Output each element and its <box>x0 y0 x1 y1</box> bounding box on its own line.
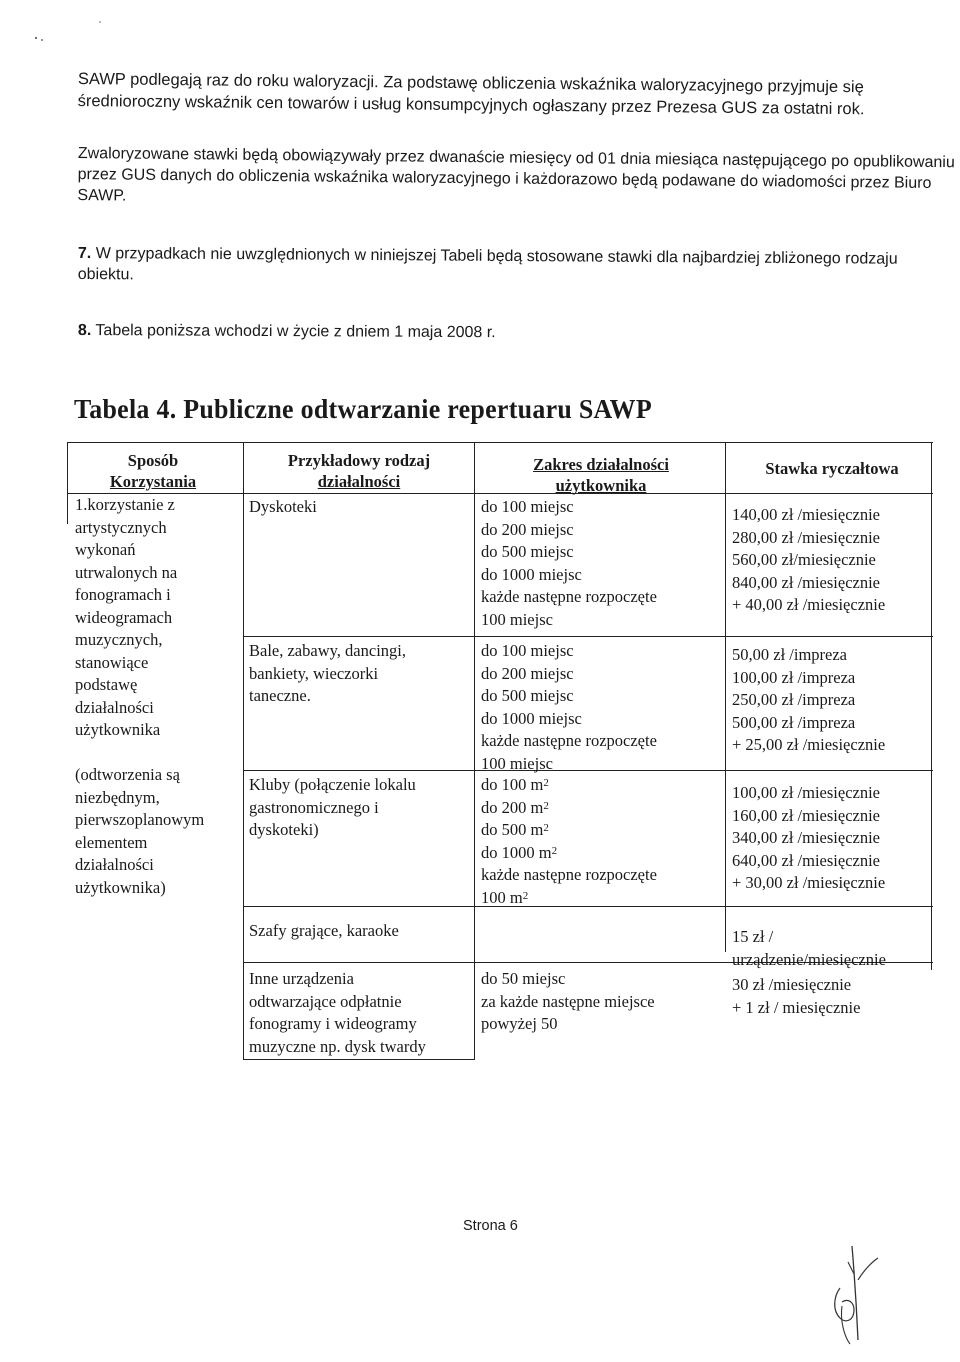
row2-range <box>481 640 721 775</box>
row2-type-line: bankiety, wieczorki <box>249 663 379 683</box>
usage-line: działalności <box>75 855 154 874</box>
usage-line: (odtworzenia są <box>75 765 180 784</box>
row1-rates <box>732 504 932 617</box>
usage-line: elementem <box>75 832 148 852</box>
paragraph-8-text: Tabela poniższa wchodzi w życie z dniem 1 maja 2008 r. <box>95 322 496 342</box>
header-sposob-line2: Korzystania <box>109 472 197 491</box>
row2-rates <box>732 644 932 757</box>
row3-type-line: dyskoteki) <box>249 820 319 839</box>
row3-rate: 340,00 zł /miesięcznie <box>732 828 880 847</box>
row4-type-line: Szafy grające, karaoke <box>249 921 399 940</box>
column-divider-3 <box>725 442 726 952</box>
row3-rates <box>732 782 932 895</box>
header-zakres <box>481 454 721 496</box>
paragraph-8 <box>78 320 958 346</box>
header-rodzaj-line1: Przykładowy rodzaj <box>287 451 431 470</box>
row2-type <box>249 640 469 708</box>
row5-type-line: Inne urządzenia <box>249 969 354 988</box>
row2-range-line: do 200 miejsc <box>481 663 574 683</box>
row3-range-text: 100 m <box>481 887 523 907</box>
usage-type-description <box>75 494 235 899</box>
row3-range-line <box>481 842 721 865</box>
row3-rate: 160,00 zł /miesięcznie <box>732 805 880 825</box>
row3-range-line <box>481 797 721 820</box>
row3-range-line <box>481 819 721 842</box>
usage-line: muzycznych, <box>75 630 163 649</box>
row3-range-text: do 1000 m <box>481 842 552 862</box>
column-divider-1 <box>243 442 244 1060</box>
header-zakres-line2: użytkownika <box>555 476 647 495</box>
paragraph-7 <box>78 243 958 291</box>
row2-range-line: do 1000 miejsc <box>481 708 582 728</box>
row5-type-line: muzyczne np. dysk twardy <box>249 1036 426 1056</box>
header-sposob <box>73 450 233 492</box>
row2-type-line: taneczne. <box>249 686 311 705</box>
handwritten-initials-icon <box>820 1240 890 1350</box>
row2-range-line: do 100 miejsc <box>481 641 574 660</box>
paragraph-valorized-rates: Zwaloryzowane stawki będą obowiązywały przez dwanaście miesięcy od 01 dnia miesiąca następującego po opublikowaniu przez GUS danych do obliczenia wskaźnika waloryzacyjnego i każdorazowo będą podawane do wiadomości przez Biuro SAWP. <box>77 144 955 205</box>
scan-specks-icon <box>30 18 110 48</box>
usage-line: 1.korzystanie z <box>75 495 175 514</box>
usage-line: pierwszoplanowym <box>75 810 205 829</box>
header-zakres-line1: Zakres działalności <box>533 455 669 474</box>
row3-type-line: gastronomicznego i <box>249 797 379 817</box>
row4-rates <box>732 926 932 971</box>
row2-rate: 250,00 zł /impreza <box>732 690 856 709</box>
row4-type <box>249 920 469 943</box>
row3-rate: + 30,00 zł /miesięcznie <box>732 873 886 892</box>
intro-paragraph-valorization: SAWP podlegają raz do roku waloryzacji. Za podstawę obliczenia wskaźnika waloryzacyjnego przyjmuje się średnioroczny wskaźnik cen towarów i usług konsumpcyjnych ogłaszany przez Prezesa GUS za ostatni rok. <box>77 69 865 119</box>
square-superscript: 2 <box>543 822 549 834</box>
row2-rate: 500,00 zł /impreza <box>732 712 856 732</box>
square-superscript: 2 <box>551 844 558 857</box>
row2-rate: + 25,00 zł /miesięcznie <box>732 735 886 754</box>
usage-line: artystycznych <box>75 517 167 537</box>
row1-type <box>249 496 469 519</box>
row2-range-line: 100 miejsc <box>481 753 553 773</box>
usage-line: wykonań <box>75 540 136 559</box>
row3-range-text: do 200 m <box>481 797 544 817</box>
row2-rate: 50,00 zł /impreza <box>732 645 848 664</box>
row5-range-line: powyżej 50 <box>481 1014 558 1033</box>
usage-line: fonogramach i <box>75 585 171 604</box>
header-stawka <box>732 458 932 479</box>
row2-rate: 100,00 zł /impreza <box>732 667 856 687</box>
header-stawka-text: Stawka ryczałtowa <box>765 459 899 478</box>
usage-line-spacer <box>75 742 235 765</box>
row5-rate: + 1 zł / miesięcznie <box>732 997 861 1017</box>
row5-range-line: za każde następne miejsce <box>481 991 655 1011</box>
row1-range-line: 100 miejsc <box>481 609 553 629</box>
row2-type-line: Bale, zabawy, dancingi, <box>249 641 406 660</box>
row5-type <box>249 968 469 1058</box>
table-border-left <box>67 442 68 524</box>
row5-rates <box>732 974 932 1019</box>
row4-rate: urządzenie/miesięcznie <box>732 949 886 969</box>
usage-line: wideogramach <box>75 607 173 627</box>
row3-type-line: Kluby (połączenie lokalu <box>249 775 416 794</box>
row2-range-line: każde następne rozpoczęte <box>481 731 657 750</box>
paragraph-7-text: W przypadkach nie uwzględnionych w niniejszej Tabeli będą stosowane stawki dla najbardziej zbliżonego rodzaju obiektu. <box>77 245 898 284</box>
paragraph-7-number: 7. <box>77 244 92 263</box>
row3-range-line <box>481 864 721 887</box>
row5-type-line: fonogramy i wideogramy <box>249 1014 417 1033</box>
usage-line: działalności <box>75 697 154 717</box>
usage-line: podstawę <box>75 675 138 694</box>
row3-type <box>249 774 469 842</box>
page-number: Strona 6 <box>463 1218 518 1234</box>
row3-range-line <box>481 774 721 797</box>
row4-rate: 15 zł / <box>732 927 774 946</box>
square-superscript: 2 <box>543 777 549 789</box>
header-sposob-line1: Sposób <box>127 451 179 470</box>
row2-range-line: do 500 miejsc <box>481 686 574 705</box>
row1-range-line: do 100 miejsc <box>481 497 574 516</box>
row5-range <box>481 968 721 1036</box>
row5-range-line: do 50 miejsc <box>481 969 566 988</box>
row-divider-1 <box>243 636 933 637</box>
usage-line: użytkownika <box>75 720 161 739</box>
row3-range-text: do 500 m <box>481 820 544 839</box>
usage-line: użytkownika) <box>75 877 166 897</box>
row3-range <box>481 774 721 909</box>
paragraph-8-number: 8. <box>77 321 92 340</box>
row1-rate: 280,00 zł /miesięcznie <box>732 527 880 547</box>
row1-range-line: do 200 miejsc <box>481 519 574 539</box>
row1-rate: + 40,00 zł /miesięcznie <box>732 595 886 614</box>
row3-range-line <box>481 887 721 910</box>
row3-range-text: każde następne rozpoczęte <box>481 865 657 884</box>
header-rodzaj <box>249 450 469 492</box>
row1-type-line: Dyskoteki <box>249 497 317 516</box>
square-superscript: 2 <box>543 799 549 812</box>
usage-line: niezbędnym, <box>75 787 160 807</box>
header-rodzaj-line2: działalności <box>317 472 401 491</box>
row1-rate: 840,00 zł /miesięcznie <box>732 572 880 592</box>
usage-line: utrwalonych na <box>75 562 178 582</box>
usage-line: stanowiące <box>75 652 149 672</box>
column-divider-2 <box>474 442 475 1060</box>
table-border-top <box>67 442 933 443</box>
table-title: Tabela 4. Publiczne odtwarzanie repertuaru SAWP <box>74 394 653 424</box>
row3-rate: 640,00 zł /miesięcznie <box>732 850 880 870</box>
row1-range-line: każde następne rozpoczęte <box>481 587 657 606</box>
rates-table <box>67 442 933 1062</box>
row1-range-line: do 500 miejsc <box>481 542 574 561</box>
row1-rate: 560,00 zł/miesięcznie <box>732 550 876 569</box>
table-border-bottom <box>243 1059 475 1060</box>
row5-type-line: odtwarzające odpłatnie <box>249 991 402 1011</box>
row3-range-text: do 100 m <box>481 775 544 794</box>
row5-rate: 30 zł /miesięcznie <box>732 975 852 994</box>
row1-range-line: do 1000 miejsc <box>481 564 582 584</box>
square-superscript: 2 <box>522 889 529 902</box>
row1-rate: 140,00 zł /miesięcznie <box>732 505 880 524</box>
row1-range <box>481 496 721 631</box>
row3-rate: 100,00 zł /miesięcznie <box>732 783 880 802</box>
